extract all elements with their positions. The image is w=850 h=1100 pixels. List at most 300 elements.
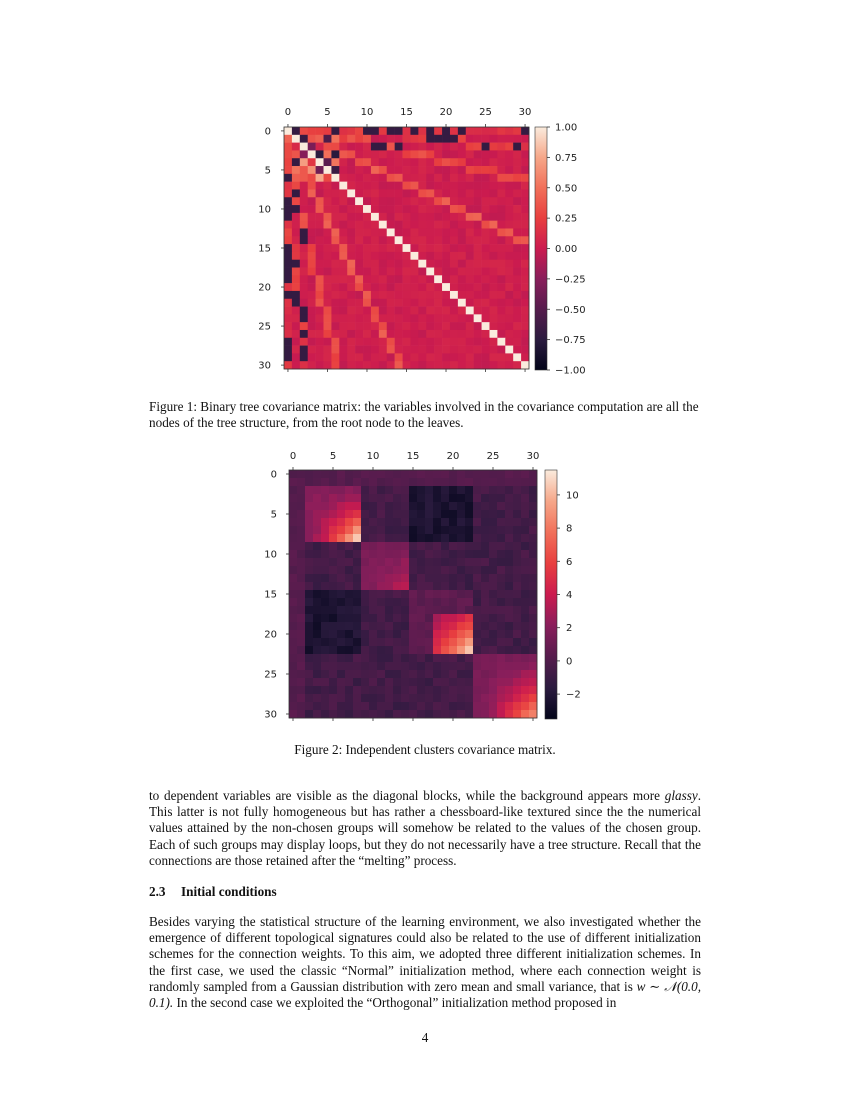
cell bbox=[489, 686, 497, 694]
cell bbox=[529, 702, 537, 710]
cell bbox=[289, 590, 297, 598]
cell bbox=[337, 606, 345, 614]
cell bbox=[433, 542, 441, 550]
cell bbox=[433, 678, 441, 686]
cell bbox=[305, 606, 313, 614]
cell bbox=[329, 702, 337, 710]
cell bbox=[329, 470, 337, 478]
cell bbox=[329, 486, 337, 494]
colorbar-tick-label: 0 bbox=[566, 656, 573, 668]
cell bbox=[345, 614, 353, 622]
cell bbox=[417, 558, 425, 566]
cell bbox=[337, 710, 345, 718]
cell bbox=[353, 550, 361, 558]
cell bbox=[425, 614, 433, 622]
cell bbox=[441, 566, 449, 574]
cell bbox=[481, 510, 489, 518]
cell bbox=[425, 470, 433, 478]
cell bbox=[521, 526, 529, 534]
cell bbox=[481, 566, 489, 574]
cell bbox=[449, 598, 457, 606]
cell bbox=[401, 486, 409, 494]
cell bbox=[337, 630, 345, 638]
cell bbox=[369, 534, 377, 542]
cell bbox=[449, 510, 457, 518]
cell bbox=[417, 670, 425, 678]
cell bbox=[409, 574, 417, 582]
cell bbox=[513, 622, 521, 630]
cell bbox=[481, 606, 489, 614]
cell bbox=[401, 646, 409, 654]
cell bbox=[361, 542, 369, 550]
cell bbox=[433, 654, 441, 662]
cell bbox=[433, 638, 441, 646]
cell bbox=[417, 526, 425, 534]
cell bbox=[441, 550, 449, 558]
cell bbox=[305, 702, 313, 710]
cell bbox=[385, 614, 393, 622]
cell bbox=[449, 582, 457, 590]
cell bbox=[409, 502, 417, 510]
cell bbox=[441, 518, 449, 526]
cell bbox=[321, 510, 329, 518]
cell bbox=[481, 494, 489, 502]
cell bbox=[409, 630, 417, 638]
cell bbox=[489, 534, 497, 542]
cell bbox=[521, 470, 529, 478]
cell bbox=[385, 566, 393, 574]
y-tick-label: 15 bbox=[264, 589, 277, 601]
cell bbox=[449, 662, 457, 670]
cell bbox=[521, 534, 529, 542]
cell bbox=[505, 694, 513, 702]
cell bbox=[497, 598, 505, 606]
cell bbox=[385, 510, 393, 518]
cell bbox=[481, 534, 489, 542]
cell bbox=[465, 662, 473, 670]
cell bbox=[465, 614, 473, 622]
cell bbox=[313, 606, 321, 614]
cell bbox=[481, 622, 489, 630]
cell bbox=[513, 566, 521, 574]
cell bbox=[385, 550, 393, 558]
cell bbox=[409, 606, 417, 614]
cell bbox=[513, 534, 521, 542]
cell bbox=[409, 702, 417, 710]
cell bbox=[377, 550, 385, 558]
colorbar-tick-label: 1.00 bbox=[555, 122, 578, 134]
cell bbox=[409, 694, 417, 702]
cell bbox=[497, 542, 505, 550]
cell bbox=[353, 686, 361, 694]
cell bbox=[305, 582, 313, 590]
cell bbox=[521, 686, 529, 694]
cell bbox=[449, 518, 457, 526]
cell bbox=[449, 470, 457, 478]
cell bbox=[425, 646, 433, 654]
colorbar-tick-label: 8 bbox=[566, 523, 573, 535]
cell bbox=[321, 590, 329, 598]
cell bbox=[449, 502, 457, 510]
cell bbox=[521, 614, 529, 622]
cell bbox=[489, 670, 497, 678]
cell bbox=[289, 502, 297, 510]
cell bbox=[409, 598, 417, 606]
cell bbox=[305, 550, 313, 558]
cell bbox=[297, 486, 305, 494]
cell bbox=[313, 694, 321, 702]
cell bbox=[329, 606, 337, 614]
cell bbox=[529, 686, 537, 694]
cell bbox=[393, 590, 401, 598]
cell bbox=[457, 638, 465, 646]
cell bbox=[513, 574, 521, 582]
cell bbox=[361, 486, 369, 494]
cell bbox=[505, 502, 513, 510]
cell bbox=[441, 654, 449, 662]
cell bbox=[337, 502, 345, 510]
cell bbox=[329, 534, 337, 542]
cell bbox=[425, 494, 433, 502]
cell bbox=[497, 590, 505, 598]
cell bbox=[497, 534, 505, 542]
cell bbox=[377, 478, 385, 486]
cell bbox=[329, 622, 337, 630]
cell bbox=[361, 622, 369, 630]
cell bbox=[377, 598, 385, 606]
cell bbox=[433, 598, 441, 606]
cell bbox=[313, 470, 321, 478]
cell bbox=[409, 678, 417, 686]
cell bbox=[529, 630, 537, 638]
cell bbox=[425, 630, 433, 638]
cell bbox=[361, 510, 369, 518]
cell bbox=[433, 470, 441, 478]
cell bbox=[409, 662, 417, 670]
cell bbox=[417, 510, 425, 518]
cell bbox=[409, 710, 417, 718]
cell bbox=[465, 558, 473, 566]
cell bbox=[393, 550, 401, 558]
cell bbox=[409, 518, 417, 526]
cell bbox=[473, 478, 481, 486]
cell bbox=[401, 654, 409, 662]
cell bbox=[297, 678, 305, 686]
cell bbox=[321, 558, 329, 566]
cell bbox=[329, 550, 337, 558]
cell bbox=[401, 630, 409, 638]
cell bbox=[441, 638, 449, 646]
cell bbox=[481, 502, 489, 510]
colorbar-tick-label: −0.75 bbox=[555, 335, 586, 347]
cell bbox=[425, 502, 433, 510]
cell bbox=[481, 486, 489, 494]
cell bbox=[297, 550, 305, 558]
cell bbox=[393, 510, 401, 518]
cell bbox=[369, 542, 377, 550]
cell bbox=[473, 582, 481, 590]
cell bbox=[345, 678, 353, 686]
y-tick-label: 0 bbox=[270, 469, 277, 481]
cell bbox=[433, 702, 441, 710]
cell bbox=[497, 702, 505, 710]
cell bbox=[329, 518, 337, 526]
cell bbox=[289, 662, 297, 670]
cell bbox=[361, 710, 369, 718]
cell bbox=[497, 582, 505, 590]
cell bbox=[377, 606, 385, 614]
cell bbox=[369, 574, 377, 582]
cell bbox=[505, 654, 513, 662]
cell bbox=[297, 670, 305, 678]
cell bbox=[513, 702, 521, 710]
cell bbox=[473, 694, 481, 702]
cell bbox=[401, 606, 409, 614]
cell bbox=[505, 550, 513, 558]
cell bbox=[473, 526, 481, 534]
cell bbox=[449, 542, 457, 550]
x-tick-label: 0 bbox=[289, 451, 297, 462]
cell bbox=[521, 654, 529, 662]
cell bbox=[393, 478, 401, 486]
cell bbox=[289, 614, 297, 622]
cell bbox=[481, 638, 489, 646]
cell bbox=[377, 630, 385, 638]
section-number: 2.3 bbox=[149, 884, 166, 899]
cell bbox=[497, 614, 505, 622]
cell bbox=[289, 550, 297, 558]
cell bbox=[481, 582, 489, 590]
x-tick-label: 15 bbox=[400, 107, 413, 118]
cell bbox=[449, 702, 457, 710]
cell bbox=[385, 622, 393, 630]
cell bbox=[449, 526, 457, 534]
cell bbox=[321, 694, 329, 702]
cell bbox=[521, 494, 529, 502]
cell bbox=[513, 502, 521, 510]
cell bbox=[521, 542, 529, 550]
cell bbox=[505, 542, 513, 550]
cell bbox=[393, 598, 401, 606]
cell bbox=[489, 622, 497, 630]
cell bbox=[345, 694, 353, 702]
cell bbox=[409, 646, 417, 654]
cell bbox=[441, 662, 449, 670]
cell bbox=[489, 654, 497, 662]
cell bbox=[457, 654, 465, 662]
cell bbox=[449, 630, 457, 638]
cell bbox=[353, 598, 361, 606]
cell bbox=[353, 510, 361, 518]
cell bbox=[353, 622, 361, 630]
cell bbox=[313, 502, 321, 510]
cell bbox=[417, 606, 425, 614]
cell bbox=[385, 558, 393, 566]
cell bbox=[289, 638, 297, 646]
cell bbox=[521, 670, 529, 678]
cell bbox=[321, 638, 329, 646]
cell bbox=[457, 710, 465, 718]
colorbar-tick-label: 4 bbox=[566, 590, 573, 601]
cell bbox=[385, 686, 393, 694]
cell bbox=[313, 558, 321, 566]
cell bbox=[369, 550, 377, 558]
cell bbox=[313, 494, 321, 502]
cell bbox=[385, 678, 393, 686]
cell bbox=[401, 678, 409, 686]
cell bbox=[473, 710, 481, 718]
cell bbox=[353, 574, 361, 582]
cell bbox=[289, 678, 297, 686]
cell bbox=[321, 654, 329, 662]
cell bbox=[329, 582, 337, 590]
cell bbox=[465, 542, 473, 550]
cell bbox=[417, 590, 425, 598]
cell bbox=[393, 646, 401, 654]
cell bbox=[289, 622, 297, 630]
cell bbox=[497, 606, 505, 614]
cell bbox=[473, 638, 481, 646]
cell bbox=[433, 574, 441, 582]
cell bbox=[521, 590, 529, 598]
cell bbox=[385, 590, 393, 598]
cell bbox=[505, 534, 513, 542]
cell bbox=[425, 710, 433, 718]
cell bbox=[473, 566, 481, 574]
figure1-caption: Figure 1: Binary tree covariance matrix: the variables involved in the covariance computation are all the nodes of the tree structure, from the root node to the leaves. bbox=[149, 399, 699, 430]
cell bbox=[345, 654, 353, 662]
cell bbox=[513, 590, 521, 598]
cell bbox=[345, 590, 353, 598]
cell bbox=[449, 606, 457, 614]
cell bbox=[513, 510, 521, 518]
cell bbox=[465, 566, 473, 574]
cell bbox=[297, 566, 305, 574]
cell bbox=[377, 494, 385, 502]
cell bbox=[377, 694, 385, 702]
cell bbox=[345, 566, 353, 574]
cell bbox=[449, 670, 457, 678]
cell bbox=[313, 550, 321, 558]
cell bbox=[361, 646, 369, 654]
colorbar-tick-label: −0.25 bbox=[555, 274, 586, 286]
cell bbox=[481, 678, 489, 686]
cell bbox=[465, 710, 473, 718]
cell bbox=[529, 526, 537, 534]
cell bbox=[329, 510, 337, 518]
cell bbox=[361, 638, 369, 646]
cell bbox=[513, 694, 521, 702]
cell bbox=[521, 502, 529, 510]
cell bbox=[361, 478, 369, 486]
cell bbox=[465, 478, 473, 486]
cell bbox=[337, 638, 345, 646]
cell bbox=[369, 494, 377, 502]
cell bbox=[329, 526, 337, 534]
y-tick-label: 30 bbox=[258, 360, 271, 372]
cell bbox=[449, 654, 457, 662]
cell bbox=[353, 710, 361, 718]
cell bbox=[337, 598, 345, 606]
cell bbox=[337, 550, 345, 558]
cell bbox=[361, 614, 369, 622]
colorbar-tick-label: 0.00 bbox=[555, 244, 578, 255]
cell bbox=[289, 694, 297, 702]
cell bbox=[489, 590, 497, 598]
cell bbox=[505, 526, 513, 534]
cell bbox=[505, 638, 513, 646]
cell bbox=[513, 678, 521, 686]
cell bbox=[313, 534, 321, 542]
cell bbox=[465, 550, 473, 558]
cell bbox=[329, 566, 337, 574]
cell bbox=[337, 582, 345, 590]
cell bbox=[385, 502, 393, 510]
cell bbox=[481, 558, 489, 566]
cell bbox=[289, 486, 297, 494]
cell bbox=[345, 638, 353, 646]
cell bbox=[449, 486, 457, 494]
cell bbox=[513, 630, 521, 638]
cell bbox=[417, 582, 425, 590]
cell bbox=[457, 622, 465, 630]
cell bbox=[313, 614, 321, 622]
cell bbox=[345, 646, 353, 654]
cell bbox=[425, 598, 433, 606]
cell bbox=[457, 558, 465, 566]
cell bbox=[433, 534, 441, 542]
cell bbox=[385, 646, 393, 654]
cell bbox=[409, 494, 417, 502]
cell bbox=[433, 486, 441, 494]
cell bbox=[321, 670, 329, 678]
cell bbox=[321, 526, 329, 534]
cell bbox=[345, 710, 353, 718]
cell bbox=[441, 494, 449, 502]
cell bbox=[521, 662, 529, 670]
cell bbox=[377, 686, 385, 694]
y-tick-label: 30 bbox=[264, 709, 277, 721]
cell bbox=[457, 646, 465, 654]
cell bbox=[289, 598, 297, 606]
paragraph-2-text bbox=[149, 914, 701, 1011]
cell bbox=[425, 574, 433, 582]
cell bbox=[465, 526, 473, 534]
cell bbox=[337, 526, 345, 534]
cell bbox=[465, 486, 473, 494]
cell bbox=[361, 550, 369, 558]
cell bbox=[361, 694, 369, 702]
cell bbox=[481, 630, 489, 638]
cell bbox=[289, 558, 297, 566]
cell bbox=[417, 694, 425, 702]
cell bbox=[385, 478, 393, 486]
cell bbox=[489, 518, 497, 526]
cell bbox=[329, 494, 337, 502]
cell bbox=[465, 518, 473, 526]
y-tick-label: 20 bbox=[264, 629, 277, 641]
cell bbox=[337, 494, 345, 502]
cell bbox=[409, 654, 417, 662]
cell bbox=[313, 686, 321, 694]
cell bbox=[417, 630, 425, 638]
cell bbox=[369, 662, 377, 670]
cell bbox=[465, 686, 473, 694]
cell bbox=[289, 646, 297, 654]
cell bbox=[417, 470, 425, 478]
cell bbox=[329, 614, 337, 622]
cell bbox=[473, 598, 481, 606]
